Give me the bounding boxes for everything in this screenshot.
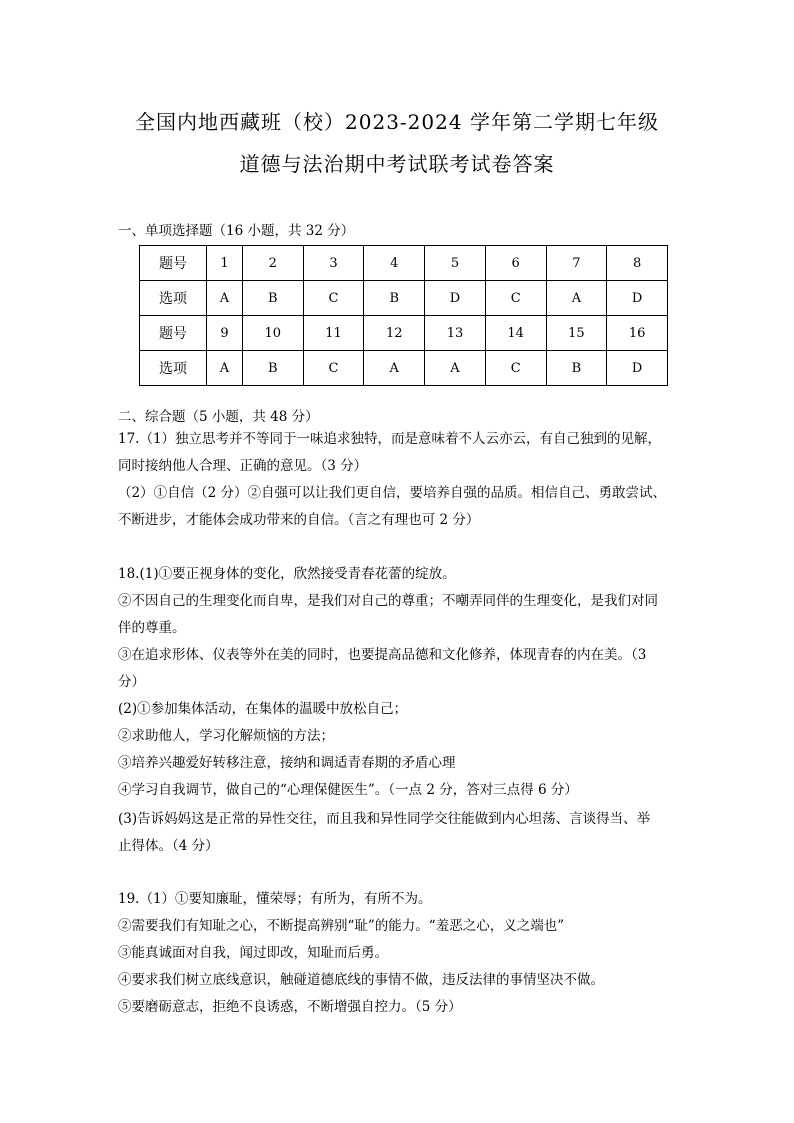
q18-line: ③培养兴趣爱好转移注意，接纳和调适青春期的矛盾心理 <box>118 755 456 771</box>
q19-line: ④要求我们树立底线意识，触碰道德底线的事情不做，违反法律的事情坚决不做。 <box>118 972 604 988</box>
table-cell: 8 <box>607 246 668 281</box>
row-header-answer: 选项 <box>140 351 207 386</box>
table-cell: D <box>607 351 668 386</box>
table-cell: B <box>242 351 303 386</box>
table-cell: C <box>303 351 364 386</box>
table-cell: C <box>303 281 364 316</box>
q18-line: ②求助他人，学习化解烦恼的方法； <box>118 728 334 744</box>
q18-line: ④学习自我调节，做自己的“心理保健医生”。（一点 2 分，答对三点得 6 分） <box>118 782 578 798</box>
table-cell: 11 <box>303 316 364 351</box>
q19-line: ⑤要磨砺意志，拒绝不良诱惑，不断增强自控力。（5 分） <box>118 999 462 1015</box>
q17-line: 17.（1）独立思考并不等同于一味追求独特，而是意味着不人云亦云，有自己独到的见解， <box>118 431 662 447</box>
table-cell: 12 <box>364 316 425 351</box>
table-cell: 5 <box>425 246 486 281</box>
table-cell: 1 <box>207 246 243 281</box>
q18-line: ③在追求形体、仪表等外在美的同时，也要提高品德和文化修养，体现青春的内在美。（3 <box>118 647 647 663</box>
document-title-line1: 全国内地西藏班（校）2023-2024 学年第二学期七年级 <box>135 110 659 134</box>
table-cell: 6 <box>485 246 546 281</box>
answer-table <box>139 245 668 386</box>
table-cell: A <box>207 281 243 316</box>
q18-line: (3)告诉妈妈这是正常的异性交往，而且我和异性同学交往能做到内心坦荡、言谈得当、举 <box>118 811 651 827</box>
q18-line: 伴的尊重。 <box>118 620 186 636</box>
q17-line: 同时接纳他人合理、正确的意见。（3 分） <box>118 458 368 474</box>
q19-line: ③能真诚面对自我，闻过即改，知耻而后勇。 <box>118 945 388 961</box>
q18-line: ②不因自己的生理变化而自卑，是我们对自己的尊重；不嘲弄同伴的生理变化，是我们对同 <box>118 593 658 609</box>
q19-line: ②需要我们有知耻之心，不断提高辨别“耻”的能力。“羞恶之心，义之端也” <box>118 918 565 934</box>
row-header-number: 题号 <box>140 246 207 281</box>
table-cell: B <box>364 281 425 316</box>
table-cell: 4 <box>364 246 425 281</box>
table-cell: C <box>485 351 546 386</box>
q18-line: 18.(1)①要正视身体的变化，欣然接受青春花蕾的绽放。 <box>118 566 456 582</box>
table-cell: A <box>207 351 243 386</box>
section1-heading: 一、单项选择题（16 小题，共 32 分） <box>118 223 355 239</box>
table-cell: 7 <box>546 246 607 281</box>
q18-line: 止得体。（4 分） <box>118 838 219 854</box>
table-cell: B <box>546 351 607 386</box>
table-row <box>140 351 668 386</box>
table-cell: D <box>607 281 668 316</box>
table-row <box>140 281 668 316</box>
q19-line: 19.（1）①要知廉耻，懂荣辱；有所为，有所不为。 <box>118 891 432 907</box>
table-row <box>140 316 668 351</box>
table-cell: 15 <box>546 316 607 351</box>
table-cell: 3 <box>303 246 364 281</box>
table-cell: A <box>425 351 486 386</box>
document-title-line2: 道德与法治期中考试联考试卷答案 <box>239 152 555 176</box>
table-cell: 2 <box>242 246 303 281</box>
row-header-number: 题号 <box>140 316 207 351</box>
table-cell: A <box>364 351 425 386</box>
row-header-answer: 选项 <box>140 281 207 316</box>
table-cell: 9 <box>207 316 243 351</box>
table-cell: A <box>546 281 607 316</box>
table-row <box>140 246 668 281</box>
table-cell: 16 <box>607 316 668 351</box>
q18-line: (2)①参加集体活动，在集体的温暖中放松自己； <box>118 701 408 717</box>
table-cell: 13 <box>425 316 486 351</box>
table-cell: 10 <box>242 316 303 351</box>
q17-line: （2）①自信（2 分）②自强可以让我们更自信，要培养自强的品质。相信自己、勇敢尝试、 <box>118 485 666 501</box>
table-cell: B <box>242 281 303 316</box>
table-cell: 14 <box>485 316 546 351</box>
table-cell: D <box>425 281 486 316</box>
q18-line: 分） <box>118 674 145 690</box>
q17-line: 不断进步，才能体会成功带来的自信。（言之有理也可 2 分） <box>118 512 480 528</box>
table-cell: C <box>485 281 546 316</box>
section2-heading: 二、综合题（5 小题，共 48 分） <box>118 409 319 425</box>
